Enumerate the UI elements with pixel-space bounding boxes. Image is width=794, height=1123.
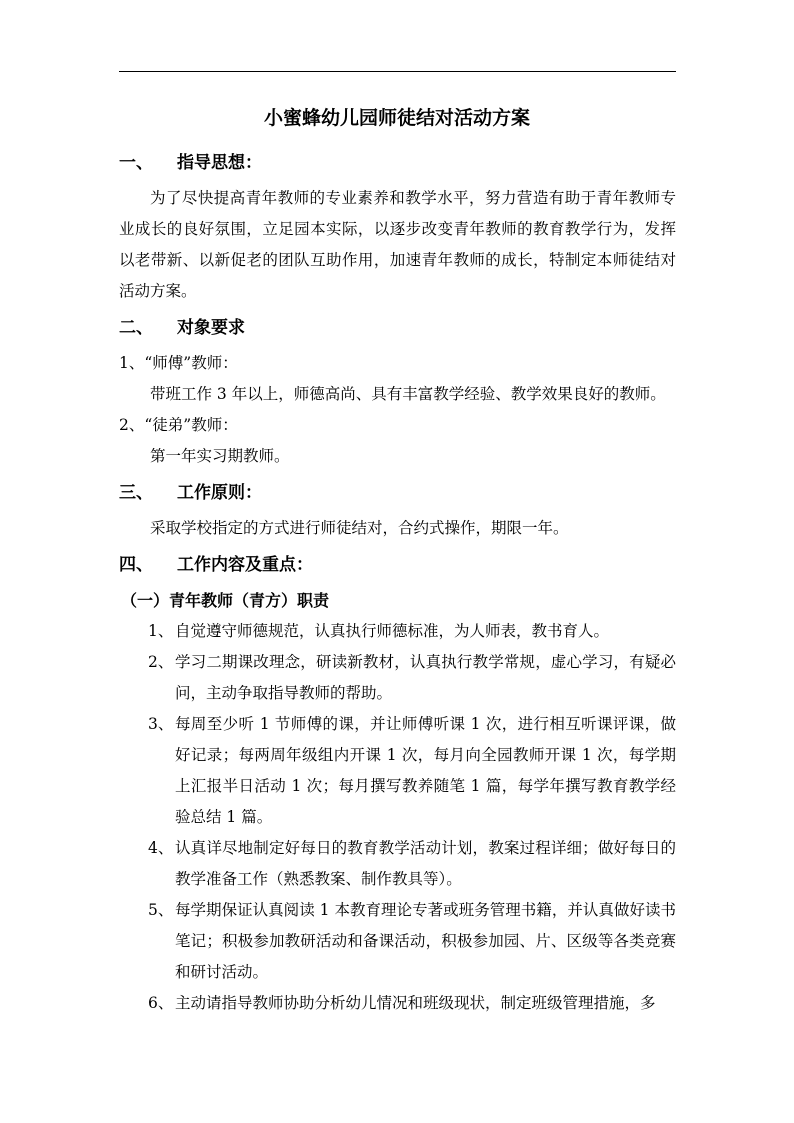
- section-number: 二、: [119, 318, 153, 338]
- list-item: [119, 988, 676, 1019]
- section-title: 指导思想：: [177, 153, 262, 173]
- list-number: 4、: [148, 839, 174, 857]
- section-paragraph: 采取学校指定的方式进行师徒结对，合约式操作，期限一年。: [150, 519, 569, 537]
- list-item: [119, 709, 676, 833]
- list-number: 1、: [148, 622, 174, 640]
- section-heading: [119, 148, 676, 179]
- list-number: 3、: [148, 715, 174, 733]
- list-item: [119, 616, 676, 647]
- list-item: [119, 833, 676, 895]
- section-title: 对象要求: [177, 318, 245, 338]
- section-heading: [119, 313, 676, 344]
- section-heading: [119, 478, 676, 509]
- item-text: 第一年实习期教师。: [150, 447, 290, 465]
- list-number: 6、: [148, 994, 174, 1012]
- list-text: 主动请指导教师协助分析幼儿情况和班级现状，制定班级管理措施，多: [175, 994, 656, 1012]
- document-body: [119, 146, 676, 1019]
- section-title: 工作原则：: [177, 483, 262, 503]
- header-rule: [119, 71, 676, 72]
- section-paragraph: 为了尽快提高青年教师的专业素养和教学水平，努力营造有助于青年教师专业成长的良好氛围，立足园本实际，以逐步改变青年教师的教育教学行为，发挥以老带新、以新促老的团队互助作用，加速青年教师的成长，特制定本师徒结对活动方案。: [119, 189, 676, 300]
- list-number: 5、: [148, 901, 174, 919]
- section-number: 四、: [119, 555, 153, 575]
- list-text: 自觉遵守师德规范，认真执行师德标准，为人师表，教书育人。: [175, 622, 610, 640]
- item-label: 2、“徒弟”教师：: [119, 416, 238, 434]
- list-text: 每学期保证认真阅读 1 本教育理论专著或班务管理书籍，并认真做好读书笔记；积极参加教研活动和备课活动，积极参加园、片、区级等各类竞赛和研讨活动。: [175, 901, 676, 981]
- section-number: 三、: [119, 483, 153, 503]
- item-label: 1、“师傅”教师：: [119, 354, 238, 372]
- list-text: 认真详尽地制定好每日的教育教学活动计划，教案过程详细；做好每日的教学准备工作（熟悉教案、制作教具等）。: [175, 839, 676, 888]
- document-title: 小蜜蜂幼儿园师徒结对活动方案: [263, 107, 530, 129]
- subsection-heading: （一）青年教师（青方）职责: [121, 591, 330, 610]
- list-text: 学习二期课改理念，研读新教材，认真执行教学常规，虚心学习，有疑必问，主动争取指导教师的帮助。: [175, 653, 676, 702]
- item-text: 带班工作 3 年以上，师德高尚、具有丰富教学经验、教学效果良好的教师。: [150, 385, 666, 403]
- section-title: 工作内容及重点：: [177, 555, 313, 575]
- list-text: 每周至少听 1 节师傅的课，并让师傅听课 1 次，进行相互听课评课，做好记录；每两周年级组内开课 1 次，每月向全园教师开课 1 次，每学期上汇报半日活动 1 次；每月撰写教养随笔 1 篇，每学年撰写教育教学经验总结 1 篇。: [175, 715, 676, 826]
- list-item: [119, 647, 676, 709]
- section-heading: [119, 550, 676, 581]
- list-item: [119, 895, 676, 988]
- section-number: 一、: [119, 153, 153, 173]
- list-number: 2、: [148, 653, 174, 671]
